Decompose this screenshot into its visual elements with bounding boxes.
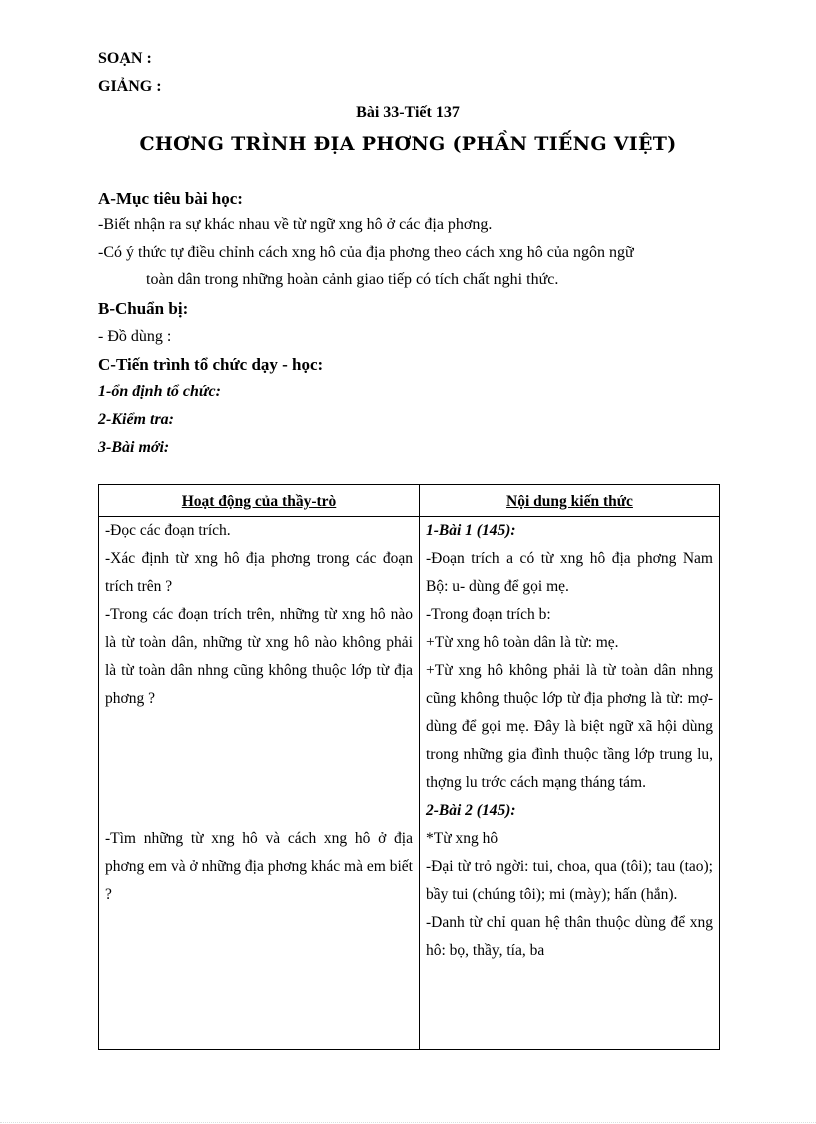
- activity-item: -Trong các đoạn trích trên, những từ xng hô nào là từ toàn dân, những từ xng hô nào không phải là từ toàn dân nhng cũng không thuộc lớp từ địa phơng ?: [105, 606, 413, 707]
- column-header-activities: Hoạt động của thầy-trò: [99, 485, 420, 517]
- content-item: -Đoạn trích a có từ xng hô địa phơng Nam Bộ: u- dùng để gọi mẹ.: [426, 550, 713, 595]
- giang-label: GIẢNG :: [98, 78, 162, 95]
- table-header-row: [99, 485, 720, 517]
- soan-label: SOẠN :: [98, 50, 152, 67]
- exercise-2-heading: 2-Bài 2 (145):: [426, 802, 516, 819]
- section-b-heading: B-Chuẩn bị:: [98, 299, 189, 318]
- content-item: +Từ xng hô toàn dân là từ: mẹ.: [426, 634, 619, 651]
- materials-line: - Đồ dùng :: [98, 328, 172, 345]
- content-item: -Trong đoạn trích b:: [426, 606, 551, 623]
- objective-line-1: -Biết nhận ra sự khác nhau về từ ngữ xng hô ở các địa phơng.: [98, 216, 493, 233]
- column-header-content: Nội dung kiến thức: [420, 485, 720, 517]
- step-1: 1-ổn định tổ chức:: [98, 383, 221, 400]
- activity-item: -Tìm những từ xng hô và cách xng hô ở địa phơng em và ở những địa phơng khác mà em biết ?: [105, 830, 413, 903]
- content-item: -Danh từ chỉ quan hệ thân thuộc dùng để xng hô: bọ, thầy, tía, ba: [426, 914, 713, 959]
- lesson-table: [98, 484, 720, 1050]
- step-2: 2-Kiểm tra:: [98, 411, 174, 428]
- objective-line-2: -Có ý thức tự điều chỉnh cách xng hô của địa phơng theo cách xng hô của ngôn ngữ: [98, 244, 634, 261]
- content-item: +Từ xng hô không phải là từ toàn dân nhng cũng không thuộc lớp từ địa phơng là từ: mợ- dùng để gọi mẹ. Đây là biệt ngữ xã hội dùng trong những gia đình thuộc tầng lớp trung lu, thợng lu trớc cách mạng tháng tám.: [426, 662, 713, 791]
- section-a-heading: A-Mục tiêu bài học:: [98, 189, 243, 208]
- section-c-heading: C-Tiến trình tổ chức dạy - học:: [98, 355, 324, 374]
- table-row: [99, 517, 720, 1050]
- objective-line-3: toàn dân trong những hoàn cảnh giao tiếp có tích chất nghi thức.: [146, 271, 559, 288]
- content-cell: [420, 517, 720, 1050]
- activity-item: -Xác định từ xng hô địa phơng trong các đoạn trích trên ?: [105, 550, 413, 595]
- activities-cell: [99, 517, 420, 1050]
- step-3: 3-Bài mới:: [98, 439, 170, 456]
- page-title: CHƠNG TRÌNH ĐỊA PHƠNG (PHẦN TIẾNG VIỆT): [139, 133, 677, 155]
- content-item: *Từ xng hô: [426, 830, 499, 847]
- activity-item: -Đọc các đoạn trích.: [105, 522, 231, 539]
- content-item: -Đại từ trỏ ngời: tui, choa, qua (tôi); tau (tao); bầy tui (chúng tôi); mi (mày); hấn (hắn).: [426, 858, 713, 903]
- lesson-number: Bài 33-Tiết 137: [356, 104, 460, 121]
- exercise-1-heading: 1-Bài 1 (145):: [426, 522, 516, 539]
